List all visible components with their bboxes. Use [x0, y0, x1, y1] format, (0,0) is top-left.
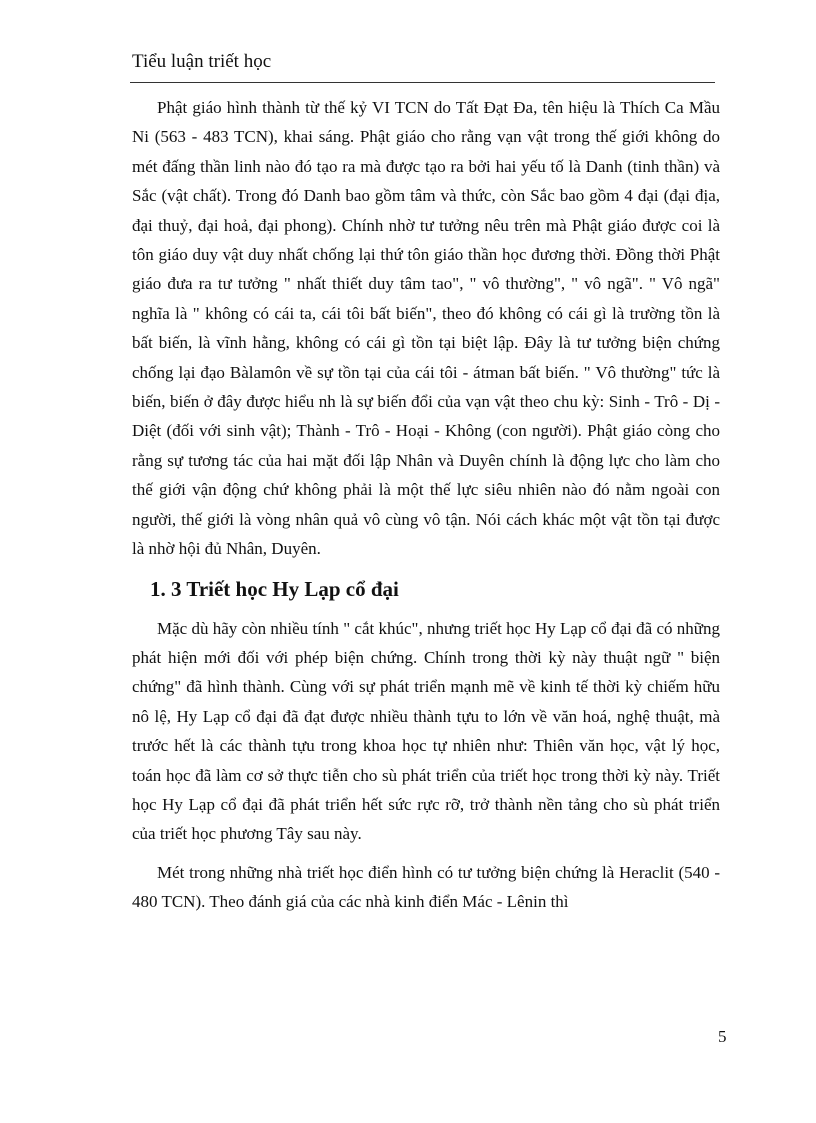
- section-heading: 1. 3 Triết học Hy Lạp cổ đại: [150, 576, 399, 601]
- page-header-title: Tiểu luận triết học: [132, 51, 272, 72]
- paragraph-buddhism: Phật giáo hình thành từ thế kỷ VI TCN do Tất Đạt Đa, tên hiệu là Thích Ca Mầu Ni (563 - 483 TCN), khai sáng. Phật giáo cho rằng vạn vật trong thế giới không do mét đấng thần linh nào đó tạo ra mà được tạo ra bởi hai yếu tố là Danh (tinh thần) và Sắc (vật chất). Trong đó Danh bao gồm tâm và thức, còn Sắc bao gồm 4 đại (đại địa, đại thuỷ, đại hoả, đại phong). Chính nhờ tư tưởng nêu trên mà Phật giáo được coi là tôn giáo duy vật duy nhất chống lại thứ tôn giáo thần học đương thời. Đồng thời Phật giáo đưa ra tư tưởng " nhất thiết duy tâm tao", " vô thường", " vô ngã". " Vô ngã" nghĩa là " không có cái ta, cái tôi bất biến", theo đó không có cái gì là trường tồn là bất biến, là vĩnh hằng, không có cái gì tồn tại biệt lập. Đây là tư tưởng biện chứng chống lại đạo Bàlamôn về sự tồn tại của cái tôi - átman bất biến. " Vô thường" tức là biến, biến ở đây được hiểu nh là sự biến đổi của vạn vật theo chu kỳ: Sinh - Trô - Dị - Diệt (đối với sinh vật); Thành - Trô - Hoại - Không (con người). Phật giáo còng cho rằng sự tương tác của hai mặt đối lập Nhân và Duyên chính là động lực cho làm cho thế giới vận động chứ không phải là một thế lực siêu nhiên nào đó nằm ngoài con người, thế giới là vòng nhân quả vô cùng vô tận. Nói cách khác một vật tồn tại được là nhờ hội đủ Nhân, Duyên.: [132, 98, 720, 559]
- paragraph-heraclitus: Mét trong những nhà triết học điển hình có tư tưởng biện chứng là Heraclit (540 - 480 TCN). Theo đánh giá của các nhà kinh điển Mác - Lênin thì: [132, 862, 720, 912]
- paragraph-greek-philosophy: Mặc dù hãy còn nhiều tính " cắt khúc", nhưng triết học Hy Lạp cổ đại đã có những phát hiện mới đối với phép biện chứng. Chính trong thời kỳ này thuật ngữ " biện chứng" đã hình thành. Cùng với sự phát triển mạnh mẽ về kinh tế thời kỳ chiếm hữu nô lệ, Hy Lạp cổ đại đã đạt được nhiều thành tựu to lớn về văn hoá, nghệ thuật, mà trước hết là các thành tựu trong khoa học tự nhiên như: Thiên văn học, vật lý học, toán học đã làm cơ sở thực tiễn cho sù phát triển của triết học trong thời kỳ này. Triết học Hy Lạp cổ đại đã phát triển hết sức rực rỡ, trở thành nền tảng cho sù phát triển của triết học phương Tây sau này.: [132, 618, 720, 844]
- page-content: [132, 93, 720, 917]
- header-divider: [130, 82, 715, 83]
- page-number: 5: [718, 1027, 727, 1046]
